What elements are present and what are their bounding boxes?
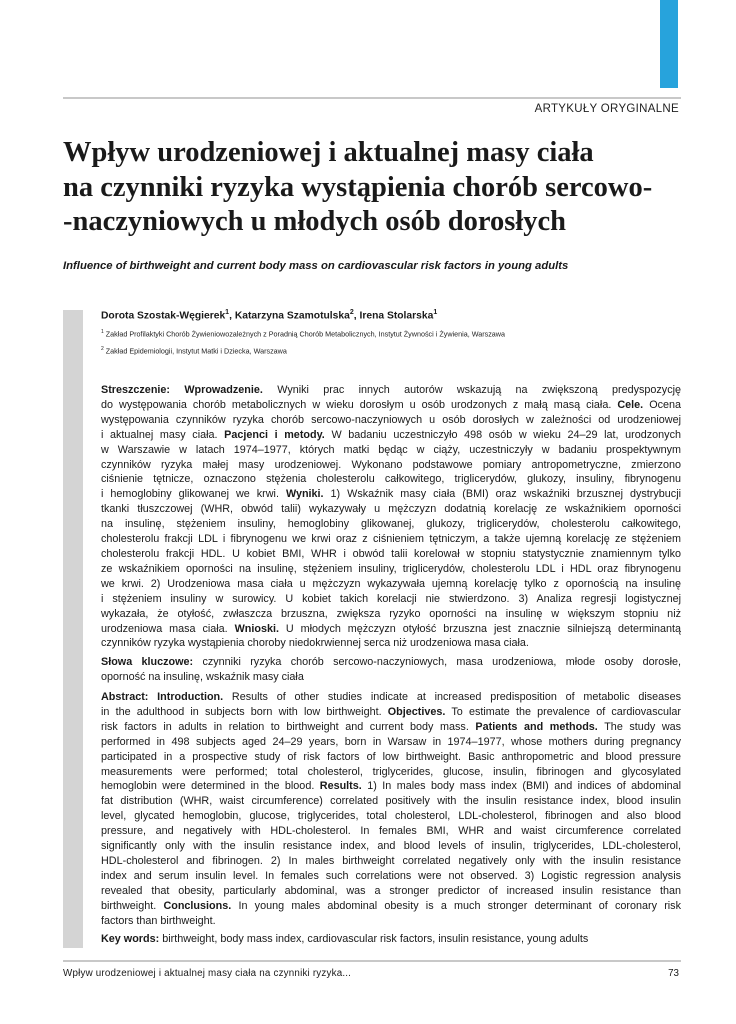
text-run: fat distribution (WHR, waist circumference) correlated positively with the insulin resistance index, blood insulin [101, 795, 681, 808]
text-run: występowania czynników ryzyka chorób sercowo-naczyniowych u osób dorosłych w zależności od urodzeniowej [101, 413, 681, 426]
text-line [101, 809, 681, 824]
text-run: In young males abdominal obesity is a much stronger determinant of coronary risk [231, 899, 681, 912]
title-line: na czynniki ryzyka wystąpienia chorób sercowo- [63, 171, 653, 203]
text-line [101, 502, 681, 517]
text-run: The study was [597, 720, 682, 733]
text-run: ze wskaźnikiem oporności na insulinę, stężeniem insuliny, triglicerydów, cholesterolu LDL i HDL oraz fibrynogenu [101, 562, 681, 575]
text-run: cholesterolu frakcji HDL. U kobiet BMI, WHR i obwód talii korelował w stopniu statystycznie znamiennym tylko [101, 547, 681, 560]
author-separator: , [229, 310, 235, 322]
bold-label: Streszczenie: Wprowadzenie. [101, 384, 263, 396]
text-run: wykazała, że otyłość, zwłaszcza brzuszna, zwiększa ryzyko oporności na insulinę w większym stopniu niż [101, 607, 681, 620]
text-line [101, 869, 681, 884]
text-line [101, 622, 681, 637]
text-run: i stężeniem insuliny w surowicy. U kobiet takich korelacji nie stwierdzono. 3) Analiza regresji logistycznej [101, 592, 681, 605]
text-run: cholesterolu frakcji LDL i fibrynogenu we krwi oraz z ciśnieniem tętniczym, a także ujemną korelację ze stężeniem [101, 533, 681, 546]
text-run: revealed that obesity, particularly abdominal, was a stronger predictor of increased insulin resistance than [101, 884, 681, 897]
keywords-pl-paragraph [101, 655, 681, 685]
text-run: W badaniu uczestniczyło 498 osób w wieku 24–29 lat, urodzonych [324, 428, 681, 441]
author-affiliation-mark: 2 [349, 309, 354, 316]
text-line [101, 532, 681, 547]
text-line [101, 636, 681, 651]
text-line [101, 562, 681, 577]
bold-label: Objectives. [387, 705, 446, 718]
bold-label: Results. [319, 780, 362, 793]
text-line [101, 720, 681, 735]
author-affiliation-mark: 1 [433, 309, 438, 316]
text-run: Wyniki prac innych autorów wskazują na zwiększoną predyspozycję [262, 384, 682, 396]
text-line [101, 413, 681, 428]
text-line [101, 899, 681, 914]
text-line [101, 428, 681, 443]
text-run: risk factors in adults in relation to birthweight and current body mass. [101, 720, 476, 733]
text-line [101, 655, 681, 670]
bold-label: Pacjenci i metody. [224, 428, 325, 441]
text-run: tkanki tłuszczowej (WHR, obwód talii) wykazywały u mężczyzn dodatnią korelację ze wskaźnikiem oporności [101, 503, 681, 516]
text-run: 1) Wskaźnik masy ciała (BMI) oraz wskaźniki brzusznej dystrybucji [323, 488, 681, 501]
section-label: ARTYKUŁY ORYGINALNE [534, 103, 679, 115]
text-line [101, 750, 681, 765]
text-line [101, 487, 681, 502]
footer-rule [63, 960, 681, 962]
affiliation [101, 346, 287, 355]
text-run: To estimate the prevalence of cardiovascular [445, 705, 681, 718]
text-line [101, 884, 681, 899]
affiliation-text: Zakład Epidemiologii, Instytut Matki i Dziecka, Warszawa [103, 346, 287, 356]
bold-label: Key words: [101, 933, 160, 945]
text-run: birthweight. [101, 899, 164, 912]
text-run: HDL-cholesterol and fibrinogen. 2) In males birthweight correlated negatively only with the insulin resistance [101, 854, 681, 867]
streszczenie-paragraph [101, 383, 681, 651]
affiliation-text: Zakład Profilaktyki Chorób Żywieniowozależnych z Poradnią Chorób Metabolicznych, Instytut Żywności i Żywienia, Warszawa [103, 329, 505, 339]
text-run: 1) In males body mass index (BMI) and indices of abdominal [361, 780, 681, 793]
text-run: na insulinę, stężeniem insuliny, hemoglobiny glikowanej, glukozy, triglicerydów, cholesterolu całkowitego, [101, 518, 681, 531]
text-line [101, 398, 681, 413]
text-run: birthweight, body mass index, cardiovascular risk factors, insulin resistance, young adults [159, 933, 589, 945]
text-run: factors than birthweight. [101, 914, 216, 927]
text-run: ciśnienie tętnicze, oznaczono stężenia cholesterolu całkowitego, triglicerydów, glukozy, insuliny, fibrynogenu [101, 473, 681, 486]
text-run: Results of other studies indicate at increased predisposition of metabolic diseases [223, 691, 681, 703]
text-run: we krwi. 2) Urodzeniowa masa ciała u mężczyzn wykazywała ujemną korelację tylko z opornością na insulinę [101, 577, 681, 590]
header-rule [63, 97, 681, 99]
author-name: Katarzyna Szamotulska [234, 310, 350, 322]
bold-label: Abstract: Introduction. [101, 691, 224, 703]
text-line [101, 690, 681, 705]
text-line [101, 517, 681, 532]
bold-label: Wyniki. [285, 488, 324, 501]
affiliation-number: 1 [101, 329, 104, 335]
text-line [101, 592, 681, 607]
text-line [101, 765, 681, 780]
text-run: index and serum insulin level. In females such correlations were not observed. 3) Logistic regression analysis [101, 869, 681, 882]
text-run: U młodych mężczyzn otyłość brzuszna jest znacznie silniejszą determinantą [279, 622, 681, 635]
text-line [101, 472, 681, 487]
text-line [101, 839, 681, 854]
title-line: Wpływ urodzeniowej i aktualnej masy ciała [63, 137, 594, 168]
text-run: Ocena [643, 398, 682, 411]
text-run: participated in a prospective study of risk factors of low birthweight. Basic anthropometric and blood pressure [101, 750, 681, 763]
text-line [101, 458, 681, 473]
text-run: urodzeniowa masa ciała. [101, 622, 235, 635]
text-run: measurements were performed; total cholesterol, triglycerides, glucose, insulin, fibrinogen and glycosylated [101, 765, 681, 778]
abstract-paragraph [101, 690, 681, 929]
bold-label: Patients and methods. [475, 720, 598, 733]
author-separator: , [353, 310, 360, 322]
text-run: in the adulthood in subjects born with low birthweight. [101, 705, 388, 718]
bold-label: Cele. [617, 398, 644, 411]
author-list [101, 309, 437, 321]
text-line [101, 854, 681, 869]
text-run: i aktualnej masy ciała. [101, 428, 225, 441]
title-line: -naczyniowych u młodych osób dorosłych [63, 206, 567, 237]
text-run: hemoglobin were determined in the blood. [101, 780, 320, 793]
text-line [101, 607, 681, 622]
author-affiliation-mark: 1 [225, 309, 230, 316]
text-run: significantly only with the insulin resistance index, and blood levels of insulin, triglycerides, LDL-cholesterol, [101, 840, 681, 853]
abstract-sidebar-bar [63, 310, 83, 948]
accent-tab [660, 0, 678, 88]
article-title [63, 136, 663, 240]
text-run: performed in 498 subjects aged 24–29 years, born in Warsaw in 1974–1977, whose mothers during pregnancy [101, 735, 681, 748]
text-run: czynników ryzyka wystąpienia choroby niedokrwiennej serca niż urodzeniowa masa ciała. [101, 637, 529, 650]
text-run: czynników ryzyka małej masy urodzeniowej. Wykonano podstawowe pomiary antropometryczne, zmierzono [101, 458, 681, 471]
text-line [101, 824, 681, 839]
text-run: pressure, and negatively with HDL-cholesterol. In females BMI, WHR and waist circumference correlated [101, 825, 681, 838]
text-run: oporność na insulinę, wskaźnik masy ciała [101, 670, 304, 683]
affiliation-number: 2 [101, 346, 104, 352]
bold-label: Wnioski. [234, 622, 279, 635]
text-run: czynniki ryzyka chorób sercowo-naczyniowych, masa urodzeniowa, młode osoby dorosłe, [193, 656, 682, 668]
page-number: 73 [668, 968, 679, 979]
text-line [101, 705, 681, 720]
text-line [101, 794, 681, 809]
affiliation [101, 329, 505, 338]
author-name: Irena Stolarska [359, 310, 434, 322]
text-run: do występowania chorób metabolicznych w wieku dorosłym u osób urodzonych z małą masą ciała. [101, 398, 618, 411]
text-run: i hemoglobiny glikowanej we krwi. [101, 488, 286, 501]
text-line [101, 735, 681, 750]
author-name: Dorota Szostak-Węgierek [101, 310, 226, 322]
text-run: w Warszawie w latach 1974–1977, których matki będąc w ciąży, uczestniczyły w badaniu prospektywnym [101, 443, 681, 456]
bold-label: Conclusions. [163, 899, 232, 912]
keywords-en-paragraph [101, 932, 681, 947]
text-line [101, 932, 681, 947]
english-title: Influence of birthweight and current body mass on cardiovascular risk factors in young adults [63, 260, 569, 272]
text-line [101, 547, 681, 562]
text-line [101, 577, 681, 592]
text-line [101, 779, 681, 794]
text-line [101, 670, 681, 685]
text-line [101, 914, 681, 929]
bold-label: Słowa kluczowe: [101, 656, 194, 668]
text-line [101, 443, 681, 458]
text-run: level, glycated hemoglobin, glucose, triglycerides, total cholesterol, LDL-cholesterol, fibrinogen and also blood [101, 810, 681, 823]
text-line [101, 383, 681, 398]
running-title: Wpływ urodzeniowej i aktualnej masy ciała na czynniki ryzyka... [63, 968, 352, 979]
